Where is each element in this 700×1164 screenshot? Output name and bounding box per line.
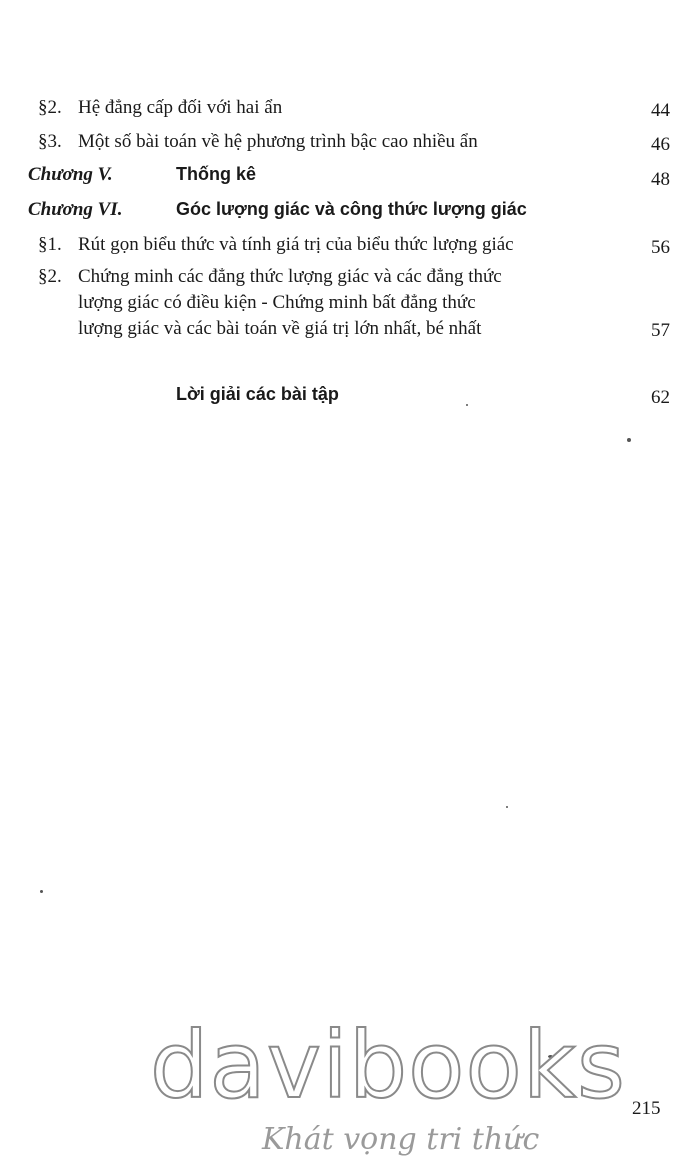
section-title-line: lượng giác và các bài toán về giá trị lớn nhất, bé nhất: [78, 318, 482, 339]
chapter-label: Chương V.: [28, 164, 113, 185]
section-title: Rút gọn biểu thức và tính giá trị của biểu thức lượng giác: [78, 234, 514, 255]
chapter-title: Thống kê: [176, 164, 256, 184]
watermark-logo: davibooks: [150, 1012, 626, 1119]
page-ref: 46: [651, 134, 670, 155]
section-number: §3.: [38, 131, 62, 152]
page-ref: 48: [651, 169, 670, 190]
section-title: Hệ đẳng cấp đối với hai ẩn: [78, 97, 283, 118]
page-number: 215: [632, 1098, 661, 1119]
section-number: §1.: [38, 234, 62, 255]
page-ref: 62: [651, 387, 670, 408]
section-number: §2.: [38, 266, 62, 287]
page-ref: 44: [651, 100, 670, 121]
scan-speck: [627, 438, 631, 442]
scan-speck: [466, 404, 468, 406]
chapter-title: Góc lượng giác và công thức lượng giác: [176, 199, 527, 219]
answers-title: Lời giải các bài tập: [176, 384, 339, 404]
section-title-line: lượng giác có điều kiện - Chứng minh bất đẳng thức: [78, 292, 476, 313]
chapter-label: Chương VI.: [28, 199, 123, 220]
scan-speck: [40, 890, 43, 893]
scan-speck: [506, 806, 508, 808]
section-number: §2.: [38, 97, 62, 118]
page-ref: 56: [651, 237, 670, 258]
watermark-tagline: Khát vọng tri thức: [262, 1122, 540, 1157]
section-title-line: Chứng minh các đẳng thức lượng giác và các đẳng thức: [78, 266, 502, 287]
section-title: Một số bài toán về hệ phương trình bậc cao nhiều ẩn: [78, 131, 478, 152]
page-ref: 57: [651, 320, 670, 341]
